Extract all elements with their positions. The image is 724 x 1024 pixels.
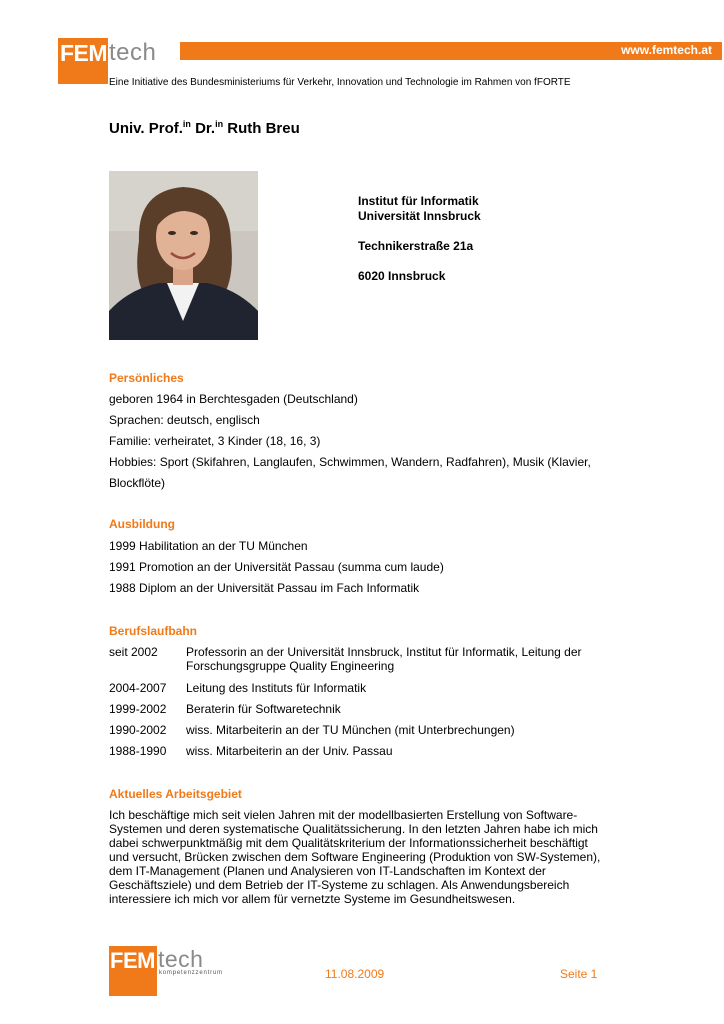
initiative-text: Eine Initiative des Bundesministeriums für Verkehr, Innovation und Technologie im Rahmen von fFORTE [109, 77, 571, 88]
title-univ-prof: Univ. Prof. [109, 120, 183, 137]
footer-logo-fem-text: FEM [110, 948, 155, 973]
address-block [358, 194, 481, 284]
page-number: Seite 1 [560, 967, 598, 981]
portrait-photo [109, 171, 258, 340]
street-address: Technikerstraße 21a [358, 239, 474, 253]
section-heading-career: Berufslaufbahn [109, 624, 198, 638]
title-sup-2: in [215, 119, 224, 129]
section-heading-personal: Persönliches [109, 371, 184, 385]
career-year: 1999-2002 [109, 702, 167, 716]
section-heading-education: Ausbildung [109, 517, 175, 531]
career-year: 1990-2002 [109, 723, 167, 737]
personal-hobbies-line2: Blockflöte) [109, 476, 166, 490]
logo-fem-text: FEM [60, 40, 108, 66]
footer-logo [109, 946, 231, 996]
education-item: 1988 Diplom an der Universität Passau im Fach Informatik [109, 581, 420, 595]
title-sup-1: in [182, 119, 191, 129]
work-description: Ich beschäftige mich seit vielen Jahren mit der modellbasierten Erstellung von Software-Systemen und deren systematische Qualitätssicherung. In den letzten Jahren habe ich mich dabei schwerpunktmäßig mit dem Qualitätskriterium der Informationssicherheit beschäftigt und versucht, Brücken zwischen dem Software Engineering (Produktion von SW-Systemen), dem IT-Management (Planen und Analysieren von IT-Landschaften im Kontext der Geschäftsziele) und dem Betrieb der IT-Systeme zu schlagen. Als Anwendungsbereich interessiere ich mich vor allem für vernetzte Systeme im Gesundheitswesen. [109, 808, 601, 906]
career-year: seit 2002 [109, 645, 158, 659]
title-dr: Dr. [190, 120, 216, 137]
footer-logo-tech-text: tech [158, 946, 204, 972]
career-description: wiss. Mitarbeiterin an der Univ. Passau [186, 744, 393, 758]
career-description: Professorin an der Universität Innsbruck, Institut für Informatik, Leitung der Forschungsgruppe Quality Engineering [186, 645, 582, 673]
career-year: 1988-1990 [109, 744, 167, 758]
education-item: 1999 Habilitation an der TU München [109, 539, 308, 553]
career-description: Leitung des Instituts für Informatik [186, 681, 367, 695]
career-year: 2004-2007 [109, 681, 167, 695]
section-heading-work: Aktuelles Arbeitsgebiet [109, 787, 242, 801]
education-item: 1991 Promotion an der Universität Passau (summa cum laude) [109, 560, 444, 574]
header-bar [180, 42, 722, 60]
footer-logo-subtitle: kompetenzzentrum [159, 970, 223, 976]
footer-date: 11.08.2009 [325, 967, 385, 981]
institute-name: Institut für Informatik [358, 194, 479, 208]
career-description: Beraterin für Softwaretechnik [186, 702, 341, 716]
personal-hobbies-line1: Hobbies: Sport (Skifahren, Langlaufen, Schwimmen, Wandern, Radfahren), Musik (Klavier, [109, 455, 591, 469]
website-link[interactable]: www.femtech.at [621, 43, 712, 57]
person-name: Ruth Breu [223, 120, 300, 137]
city-address: 6020 Innsbruck [358, 269, 446, 283]
university-name: Universität Innsbruck [358, 209, 481, 223]
logo-tech-text: tech [109, 39, 157, 66]
personal-family: Familie: verheiratet, 3 Kinder (18, 16, 3) [109, 434, 321, 448]
career-description: wiss. Mitarbeiterin an der TU München (mit Unterbrechungen) [186, 723, 515, 737]
personal-born: geboren 1964 in Berchtesgaden (Deutschland) [109, 392, 358, 406]
page-title [109, 120, 300, 137]
personal-languages: Sprachen: deutsch, englisch [109, 413, 260, 427]
